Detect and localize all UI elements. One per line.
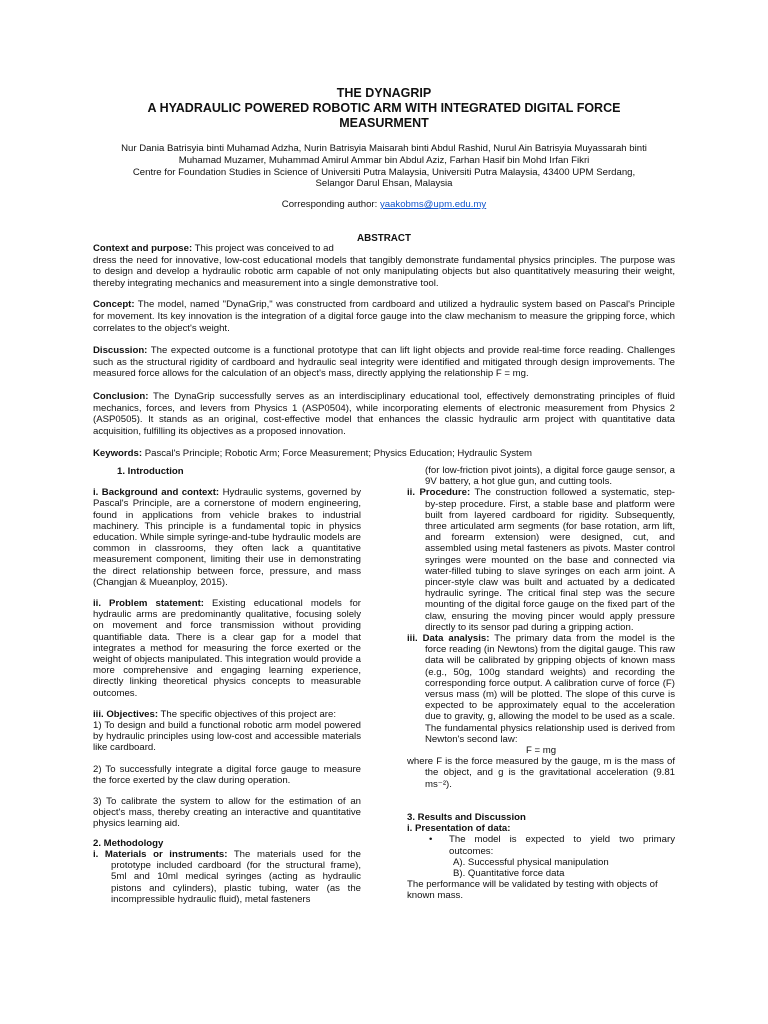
abstract-context [93, 243, 675, 289]
paper-title [60, 86, 708, 131]
methodology-heading: 2. Methodology [93, 837, 164, 849]
background-label: i. Background and context: [93, 487, 220, 499]
equation-explanation: where F is the force measured by the gauge, m is the mass of the object, and g is the gravitational acceleration (9.81 ms⁻²). [407, 756, 675, 790]
authors-line-2: Muhamad Muzamer, Muhammad Amirul Ammar bin Abdul Aziz, Farhan Hasif bin Mohd Irfan Fikri [178, 154, 590, 166]
keywords-label: Keywords: [93, 448, 143, 460]
materials-label: i. Materials or instruments: [93, 848, 228, 860]
context-text-start: This project was conceived to ad [192, 243, 334, 254]
corresponding-label: Corresponding author: [281, 199, 378, 210]
context-text: dress the need for innovative, low-cost educational models that tangibly demonstrate fundamental physics principles. The purpose was to design and develop a hydraulic robotic arm capable of not only manipulating objects but also quantitatively measuring their weight, thereby integrating mechanics and measurement into a single demonstrative tool. [93, 254, 675, 289]
validation-text: The performance will be validated by testing with objects of known mass. [407, 879, 658, 902]
conclusion-label: Conclusion: [93, 390, 149, 402]
results-heading: 3. Results and Discussion [407, 811, 526, 823]
corresponding-author [80, 199, 688, 211]
outcomes-bullet [407, 834, 675, 856]
author-block [80, 143, 688, 190]
discussion-label: Discussion: [93, 345, 148, 357]
bullet-icon: • [429, 834, 433, 846]
data-analysis-label: iii. Data analysis: [407, 633, 490, 645]
affiliation-line-1: Centre for Foundation Studies in Science of Universiti Putra Malaysia, Universiti Putra Malaysia, 43400 UPM Serdang, [132, 166, 636, 178]
objectives-label: iii. Objectives: [93, 708, 159, 720]
data-analysis-text: The primary data from the model is the force reading (in Newtons) from the digital gauge. This raw data will be calibrated by gripping objects of known mass (e.g., 50g, 100g standard weights) and recording the corresponding force output. A calibration curve of force (F) versus mass (m) will be plotted. The slope of this curve is expected to be approximately equal to the acceleration due to gravity, g, allowing the model to be used as a scale. The fundamental physics relationship used is derived from Newton's second law: [425, 633, 675, 745]
introduction-heading: 1. Introduction [117, 466, 184, 477]
materials-continued: (for low-friction pivot joints), a digital force gauge sensor, a 9V battery, a hot glue gun, and cutting tools. [425, 465, 675, 488]
materials-text: The materials used for the prototype included cardboard (for the structural frame), 5ml and 10ml medical syringes (acting as hydraulic pistons and cylinders), plastic tubing, water (as the incompressible hydraulic fluid), metal fasteners [111, 848, 361, 905]
context-label: Context and purpose: [93, 243, 193, 254]
procedure-text: The construction followed a systematic, step-by-step procedure. First, a stable base and platform were built from layered cardboard for rigidity. Subsequently, three articulated arm segments (for base rotation, arm lift, and forearm extension) were designed, cut, and assembled using metal fasteners as pivots. Master control syringes were mounted on the base and connected via water-filled tubing to slave syringes on each arm joint. A pincer-style claw was built and actuated by a dedicated hydraulic syringe. The critical final step was the secure mounting of the digital force gauge on the fixed part of the claw, ensuring the moving pincer would apply pressure directly to its sensor pad during a gripping action. [425, 487, 675, 633]
concept-label: Concept: [93, 299, 135, 311]
data-analysis-paragraph [407, 633, 675, 745]
problem-paragraph [93, 598, 361, 699]
title-line-2: A HYADRAULIC POWERED ROBOTIC ARM WITH INTEGRATED DIGITAL FORCE [147, 101, 621, 115]
outcome-b: B). Quantitative force data [453, 867, 565, 879]
problem-label: ii. Problem statement: [93, 598, 204, 610]
abstract-keywords [93, 448, 675, 460]
presentation-label: i. Presentation of data: [407, 823, 511, 835]
background-text: Hydraulic systems, governed by Pascal's Principle, are a cornerstone of modern engineering, found in applications from vehicle brakes to industrial machinery. This principle is a fundamental topic in physics education. While simple syringe-and-tube hydraulic models are common in classrooms, they often lack a quantitative measurement component, limiting their use in demonstrating the direct relationship between force, pressure, and mass (Changjan & Mueanploy, 2015). [93, 487, 361, 588]
outcome-a: A). Successful physical manipulation [453, 856, 609, 868]
bullet-text: The model is expected to yield two primary outcomes: [449, 834, 675, 857]
procedure-label: ii. Procedure: [407, 487, 471, 499]
abstract-conclusion [93, 391, 675, 437]
presentation-of-data [407, 823, 675, 834]
objectives-paragraph [93, 709, 361, 720]
conclusion-text: The DynaGrip successfully serves as an interdisciplinary educational tool, effectively demonstrating principles of fluid mechanics, forces, and levers from Physics 1 (ASP0504), while incorporating elements of electronic measurement from Physics 2 (ASP0505). It stands as an original, cost-effective model that enhances the classic hydraulic arm project with quantitative data acquisition, fulfilling its objectives as a proposed innovation. [93, 390, 675, 437]
discussion-text: The expected outcome is a functional prototype that can lift light objects and provide real-time force reading. Challenges such as the structural rigidity of cardboard and hydraulic seal integrity were identified and mitigated through design improvements. The measured force allows for the calculation of an object's mass, directly applying the relationship F = mg. [93, 345, 675, 380]
objective-3: 3) To calibrate the system to allow for the estimation of an object's mass, thereby creating an interactive and quantitative physics learning aid. [93, 796, 361, 830]
left-column [93, 466, 361, 905]
right-column [407, 465, 675, 902]
equation: F = mg [525, 745, 557, 757]
corresponding-email-link[interactable]: yaakobms@upm.edu.my [379, 199, 487, 210]
affiliation-line-2: Selangor Darul Ehsan, Malaysia [315, 178, 453, 190]
objective-1: 1) To design and build a functional robotic arm model powered by hydraulic principles using low-cost and accessible materials like cardboard. [93, 720, 361, 754]
abstract-discussion [93, 345, 675, 380]
problem-text: Existing educational models for hydraulic arms are predominantly qualitative, focusing solely on movement and force transmission without providing quantifiable data. There is a clear gap for a model that integrates a method for measuring the force exerted or the weight of objects manipulated. This integration would provide a more comprehensive and engaging learning experience, directly linking theoretical physics concepts to measurable outcomes. [93, 598, 361, 699]
concept-text: The model, named "DynaGrip," was constructed from cardboard and utilized a hydraulic system based on Pascal's Principle for movement. Its key innovation is the integration of a digital force gauge into the claw mechanism to measure the gripping force, which correlates to the object's weight. [93, 299, 675, 334]
objective-2: 2) To successfully integrate a digital force gauge to measure the force exerted by the claw during operation. [93, 763, 361, 786]
procedure-paragraph [407, 487, 675, 633]
materials-paragraph [93, 849, 361, 905]
background-paragraph [93, 487, 361, 588]
authors-line-1: Nur Dania Batrisyia binti Muhamad Adzha, Nurin Batrisyia Maisarah binti Abdul Rashid, Nurul Ain Batrisyia Muyassarah binti [121, 143, 647, 154]
keywords-text: Pascal's Principle; Robotic Arm; Force Measurement; Physics Education; Hydraulic System [142, 448, 533, 460]
abstract-heading: ABSTRACT [357, 233, 411, 244]
abstract-body [93, 243, 675, 471]
objectives-text: The specific objectives of this project are: [158, 708, 336, 720]
title-line-1: THE DYNAGRIP [336, 86, 432, 100]
title-line-3: MEASURMENT [339, 116, 429, 130]
abstract-concept [93, 299, 675, 334]
